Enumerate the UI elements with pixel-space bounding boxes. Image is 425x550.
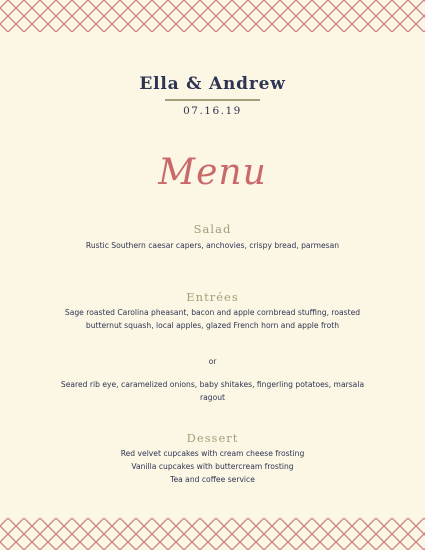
event-date: 07.16.19 bbox=[183, 105, 242, 117]
title-divider bbox=[165, 99, 260, 101]
salad-description: Rustic Southern caesar capers, anchovies, crispy bread, parmesan bbox=[85, 241, 340, 250]
entrees-heading: Entrées bbox=[186, 290, 239, 304]
bottom-lattice-border bbox=[0, 518, 425, 550]
dessert-heading: Dessert bbox=[186, 431, 239, 445]
entree-option-1: Sage roasted Carolina pheasant, bacon and apple cornbread stuffing, roasted butternut squash, local apples, glazed French horn and apple froth bbox=[64, 308, 361, 330]
menu-title: Menu bbox=[158, 152, 267, 193]
entree-separator: or bbox=[208, 357, 217, 366]
top-lattice-border bbox=[0, 0, 425, 32]
dessert-item: Red velvet cupcakes with cream cheese frosting bbox=[120, 449, 305, 458]
salad-heading: Salad bbox=[193, 222, 232, 236]
entree-option-2: Seared rib eye, caramelized onions, baby shitakes, fingerling potatoes, marsala ragout bbox=[60, 380, 365, 402]
couple-names: Ella & Andrew bbox=[139, 74, 286, 94]
dessert-item: Vanilla cupcakes with buttercream frosting bbox=[131, 462, 294, 471]
dessert-item: Tea and coffee service bbox=[170, 475, 255, 484]
